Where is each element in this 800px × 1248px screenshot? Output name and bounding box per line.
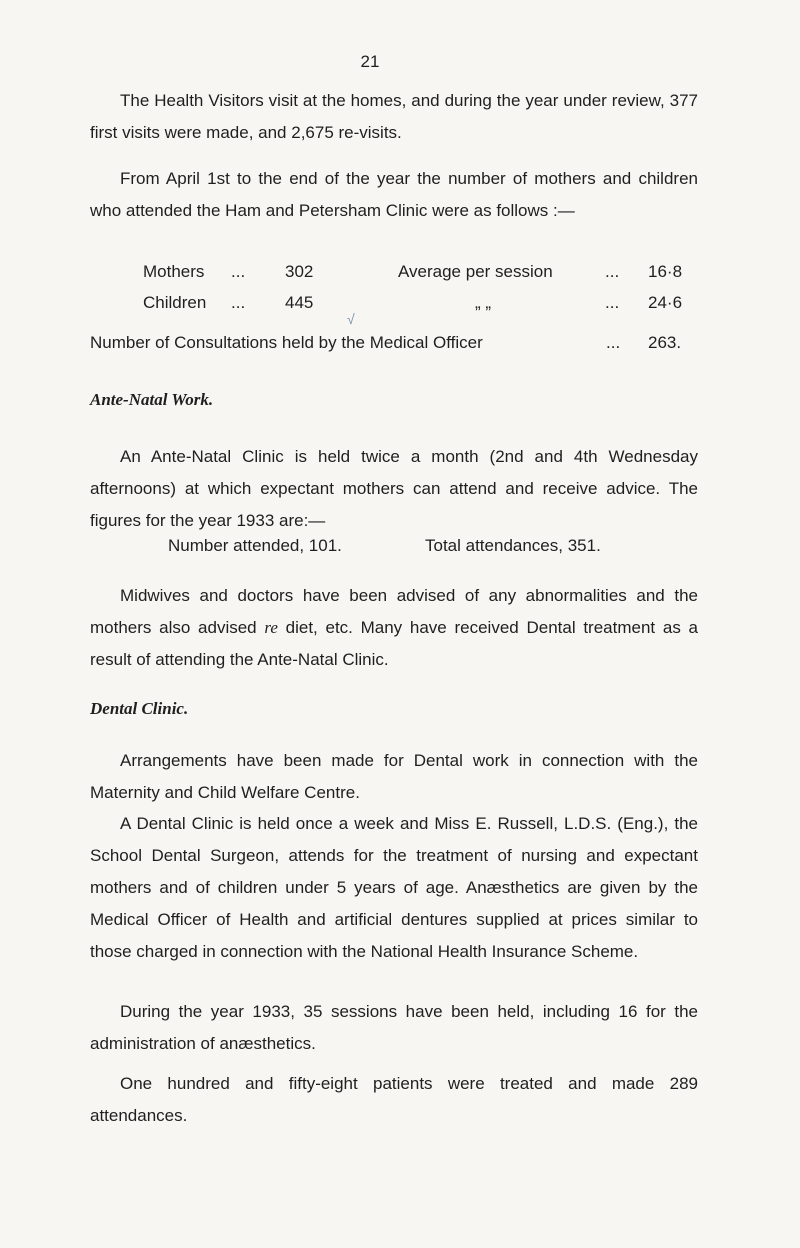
italic-re: re [264,618,278,637]
row-label: Children [143,293,207,312]
paragraph-dental-patients: One hundred and fifty-eight patients were treated and made 289 attendances. [90,1074,698,1125]
paragraph-dental-clinic-details: A Dental Clinic is held once a week and Miss E. Russell, L.D.S. (Eng.), the School Dental Surgeon, attends for the treatment of nursing and expectant mothers and of children under 5 years of age. Anæsthetics are given by the Medical Officer of Health and artificial dentures supplied at prices similar to those charged in connection with the National Health Insurance Scheme. [90,814,698,961]
ditto-marks: „ „ [475,293,492,312]
paragraph-dental-sessions: During the year 1933, 35 sessions have been held, including 16 for the administration of anæsthetics. [90,1002,698,1053]
consultations-label: Number of Consultations held by the Medical Officer [90,333,483,352]
leader-dots: ... [231,293,246,312]
average-value: 24·6 [648,293,683,312]
consultations-value: 263. [648,333,682,352]
text-run: Midwives and doctors have been advised of any abnormalities and the mothers also advised [90,586,698,637]
paragraph-clinic-intro: From April 1st to the end of the year the number of mothers and children who attended the Ham and Petersham Clinic were as follows :— [90,169,698,220]
leader-dots: ... [605,293,620,312]
text-run: diet, etc. Many have received Dental treatment as a result of attending the Ante-Natal Clinic. [90,618,698,669]
heading-dental-clinic: Dental Clinic. [90,699,189,718]
average-value: 16·8 [648,262,683,281]
paragraph-midwives [90,580,698,676]
heading-ante-natal: Ante-Natal Work. [90,390,214,409]
page-number: 21 [360,52,380,71]
paragraph-health-visitors: The Health Visitors visit at the homes, and during the year under review, 377 first visits were made, and 2,675 re-visits. [90,91,698,142]
row-value: 445 [285,293,314,312]
leader-dots: ... [605,262,620,281]
average-label: Average per session [398,262,553,281]
tick-mark: √ [347,311,355,327]
paragraph-ante-natal-clinic: An Ante-Natal Clinic is held twice a month (2nd and 4th Wednesday afternoons) at which expectant mothers can attend and receive advice. The figures for the year 1933 are:— [90,447,698,530]
number-attended: Number attended, 101. [168,536,342,555]
paragraph-dental-arrangements: Arrangements have been made for Dental work in connection with the Maternity and Child Welfare Centre. [90,751,698,802]
leader-dots: ... [231,262,246,281]
total-attendances: Total attendances, 351. [425,536,601,555]
row-label: Mothers [143,262,205,281]
leader-dots: ... [606,333,621,352]
row-value: 302 [285,262,314,281]
